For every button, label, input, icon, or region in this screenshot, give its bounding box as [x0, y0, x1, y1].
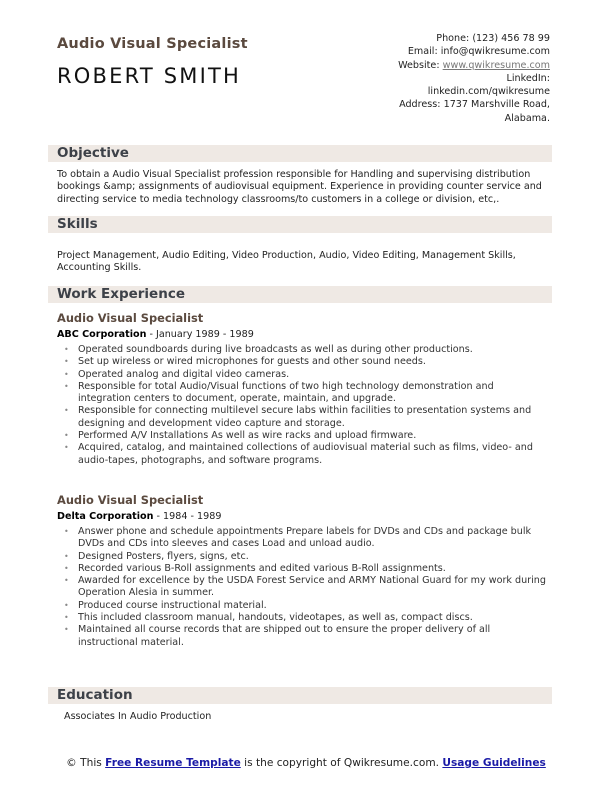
section-heading-work-experience: Work Experience [48, 286, 552, 303]
objective-text: To obtain a Audio Visual Specialist profession responsible for Handling and supervising distribution bookings &amp; assignments of audiovisual equipment. Experience in providing counter service and directing service to media technology classrooms/to customers in a college or division, etc,. [57, 169, 542, 205]
bullet-item: • Recorded various B-Roll assignments and edited various B-Roll assignments. [78, 563, 546, 575]
job-entry [48, 311, 552, 467]
bullet-item: • Awarded for excellence by the USDA Forest Service and ARMY National Guard for my work during Operation Alesia in summer. [78, 575, 546, 600]
email-label: Email: [407, 46, 438, 58]
job-title: Audio Visual Specialist [57, 36, 248, 52]
job-company-line [48, 511, 552, 522]
education-section [48, 687, 552, 723]
bullet-item: • This included classroom manual, handouts, videotapes, as well as, compact discs. [78, 612, 546, 624]
section-heading-skills: Skills [48, 216, 552, 233]
resume-page [48, 0, 552, 722]
usage-guidelines-link[interactable]: Usage Guidelines [442, 757, 546, 769]
phone-label: Phone: [436, 33, 470, 44]
bullet-item: • Designed Posters, flyers, signs, etc. [78, 551, 546, 563]
objective-section [48, 145, 552, 206]
linkedin-value: linkedin.com/qwikresume [427, 86, 550, 98]
contact-phone [350, 32, 550, 45]
copyright-footer [0, 756, 612, 770]
company-name: Delta Corporation [57, 511, 154, 522]
linkedin-label: LinkedIn: [506, 72, 550, 84]
section-heading-education: Education [48, 687, 552, 704]
bullet-item: • Answer phone and schedule appointments Prepare labels for DVDs and CDs and package bulk DVDs and CDs into sleeves and cases Load and unload audio. [78, 526, 546, 551]
address-line1: 1737 Marshville Road, [443, 99, 550, 111]
address-line2: Alabama. [504, 112, 550, 124]
footer-prefix: © This [66, 757, 106, 769]
education-text: Associates In Audio Production [64, 711, 212, 722]
bullet-item: • Operated soundboards during live broadcasts as well as during other productions. [78, 344, 546, 356]
bullet-item: • Responsible for total Audio/Visual functions of two high technology demonstration and integration centers to document, operate, maintain, and upgrade. [78, 381, 546, 406]
skills-section [48, 216, 552, 275]
footer-middle: is the copyright of Qwikresume.com. [240, 757, 443, 769]
bullet-item: • Produced course instructional material. [78, 600, 546, 612]
contact-website [350, 59, 550, 72]
work-experience-section [48, 286, 552, 648]
job-company-line [48, 329, 552, 340]
job-dates: - 1984 - 1989 [153, 511, 222, 522]
job-bullets [48, 344, 552, 467]
company-name: ABC Corporation [57, 329, 147, 340]
bullet-item: • Acquired, catalog, and maintained collections of audiovisual material such as films, video- and audio-tapes, photographs, and software programs. [78, 442, 546, 467]
job-entry [48, 493, 552, 649]
website-link[interactable]: www.qwikresume.com [442, 59, 550, 71]
phone-value: (123) 456 78 99 [472, 33, 550, 44]
job-bullets [48, 526, 552, 649]
contact-address [350, 98, 550, 111]
bullet-item: • Maintained all course records that are shipped out to ensure the proper delivery of all instructional material. [78, 624, 546, 649]
contact-block [350, 32, 550, 125]
website-label: Website: [398, 59, 440, 71]
email-value: info@qwikresume.com [440, 46, 550, 58]
job-dates: - January 1989 - 1989 [146, 329, 254, 340]
resume-header [48, 0, 552, 130]
skills-text: Project Management, Audio Editing, Video Production, Audio, Video Editing, Management Skills, Accounting Skills. [57, 250, 516, 274]
bullet-item: • Set up wireless or wired microphones for guests and other sound needs. [78, 356, 546, 368]
job-role: Audio Visual Specialist [57, 311, 204, 325]
address-label: Address: [399, 99, 441, 111]
free-resume-template-link[interactable]: Free Resume Template [105, 757, 241, 769]
bullet-item: • Performed A/V Installations As well as wire racks and upload firmware. [78, 430, 546, 442]
job-role: Audio Visual Specialist [57, 493, 204, 507]
contact-email [350, 45, 550, 58]
bullet-item: • Responsible for connecting multilevel secure labs within facilities to presentation systems and designing and development video capture and storage. [78, 405, 546, 430]
candidate-name: ROBERT SMITH [57, 64, 242, 88]
bullet-item: • Operated analog and digital video cameras. [78, 369, 546, 381]
section-heading-objective: Objective [48, 145, 552, 162]
